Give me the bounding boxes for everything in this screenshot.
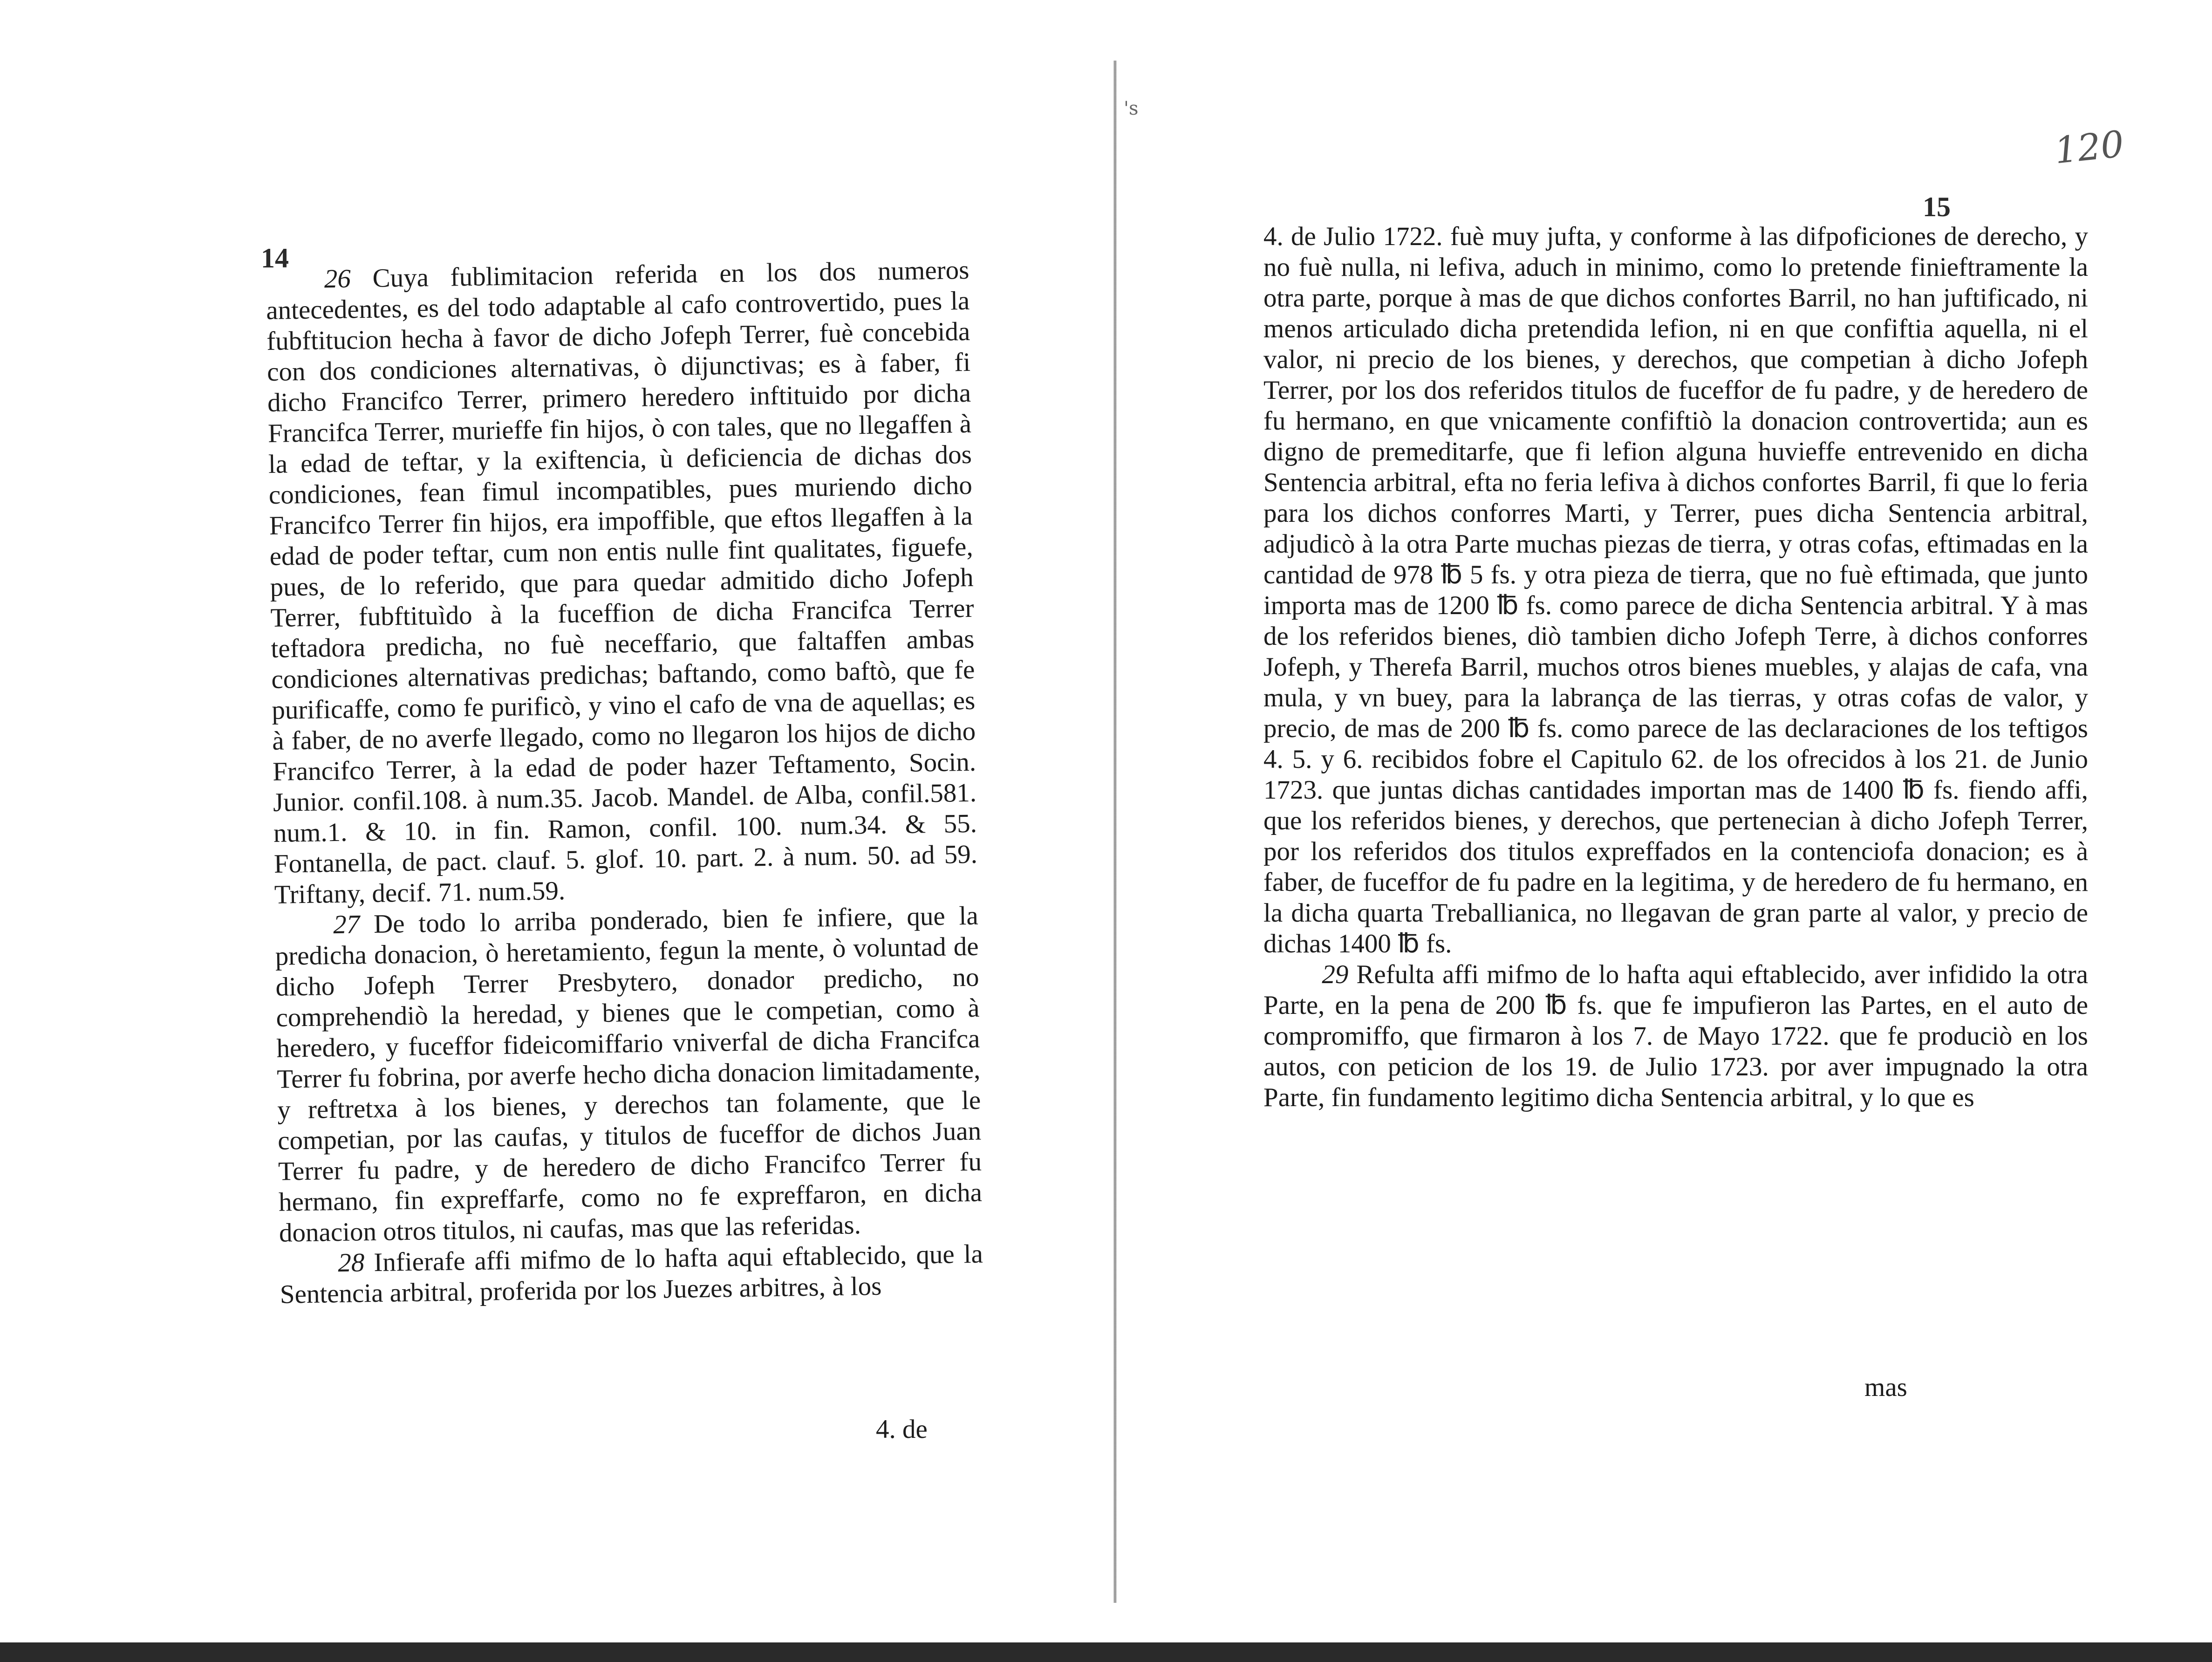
- paragraph-number: 26: [324, 264, 351, 294]
- paragraph-28: [279, 1239, 983, 1310]
- paragraph-29: [1263, 959, 2088, 1113]
- book-gutter: [1113, 61, 1117, 1603]
- right-page-number: 15: [1923, 192, 1951, 222]
- paragraph-number: 28: [337, 1248, 365, 1278]
- right-catchword: mas: [1864, 1373, 1907, 1402]
- paragraph-text: Cuya fublimitacion referida en los dos numeros antecedentes, es del todo adaptable al cafo controvertido, pues la fubftitucion hecha à favor de dicho Jofeph Terrer, fuè concebida con dos condiciones alternativas, ò dijunctivas; es à faber, fi dicho Francifco Terrer, primero heredero inftituido por dicha Francifca Terrer, murieffe fin hijos, ò con tales, que no llegaffen à la edad de teftar, y la exiftencia, ù deficiencia de dichas dos condiciones, fean fimul incompatibles, pues muriendo dicho Francifco Terrer fin hijos, era impoffible, que eftos llegaffen à la edad de poder teftar, cum non entis nulle fint qualitates, figuefe, pues, de lo referido, que para quedar admitido dicho Jofeph Terrer, fubftituìdo à la fuceffion de dicha Francifca Terrer teftadora predicha, no fuè neceffario, que faltaffen ambas condiciones alternativas predichas; baftando, como baftò, que fe purificaffe, como fe purificò, y vino el cafo de vna de aquellas; es à faber, de no averfe llegado, como no llegaron los hijos de dicho Francifco Terrer, à la edad de poder hazer Teftamento, Socin. Junior. confil.108. à num.35. Jacob. Mandel. de Alba, confil.581. num.1. & 10. in fin. Ramon, confil. 100. num.34. & 55. Fontanella, de pact. clauf. 5. glof. 10. part. 2. à num. 50. ad 59. Triftany, decif. 71. num.59.: [266, 255, 978, 910]
- paragraph-number: 29: [1322, 960, 1349, 989]
- right-page-text: [1263, 221, 2088, 1113]
- scan-edge: [0, 1642, 2212, 1662]
- paragraph-text: 4. de Julio 1722. fuè muy jufta, y conforme à las difpoficiones de derecho, y no fuè nulla, ni lefiva, aduch in minimo, como lo pretende finieftramente la otra parte, porque à mas de que dichos confortes Barril, no han juftificado, ni menos articulado dicha pretendida lefion, ni en que confiftia aquella, ni el valor, ni precio de los bienes, y derechos, que competian à dicho Jofeph Terrer, por los dos referidos titulos de fuceffor de fu padre, y de heredero de fu hermano, en que vnicamente confiftiò la donacion controvertida; aun es digno de premeditarfe, que fi lefion alguna huvieffe entrevenido en dicha Sentencia arbitral, efta no feria lefiva à dichos confortes Barril, fi que lo feria para los dichos conforres Marti, y Terrer, pues dicha Sentencia arbitral, adjudicò à la otra Parte muchas piezas de tierra, y otras cofas, eftimadas en la cantidad de 978 ℔ 5 fs. y otra pieza de tierra, que no fuè eftimada, que junto importa mas de 1200 ℔ fs. como parece de dicha Sentencia arbitral. Y à mas de los referidos bienes, diò tambien dicho Jofeph Terre, à dichos conforres Jofeph, y Therefa Barril, muchos otros bienes muebles, y alajas de cafa, vna mula, y vn buey, para la labrança de las tierras, y otras cofas de valor, y precio, de mas de 200 ℔ fs. como parece de las declaraciones de los teftigos 4. 5. y 6. recibidos fobre el Capitulo 62. de los ofrecidos à los 21. de Junio 1723. que juntas dichas cantidades importan mas de 1400 ℔ fs. fiendo affi, que los referidos bienes, y derechos, que pertenecian à dicho Jofeph Terrer, por los referidos dos titulos expreffados en la contenciofa donacion; es à faber, de fuceffor de fu padre en la legitima, y de heredero de fu hermano, en la dicha quarta Treballianica, no llegavan de gran parte al valor, y precio de dichas 1400 ℔ fs.: [1263, 222, 2088, 958]
- left-page-number: 14: [261, 243, 289, 274]
- paragraph-number: 27: [333, 910, 360, 940]
- gutter-mark: 's: [1124, 98, 1139, 119]
- paragraph-26: [266, 255, 978, 910]
- folio-number: 120: [2052, 123, 2126, 172]
- left-page-text: [266, 255, 983, 1310]
- paragraph-27: [274, 901, 983, 1249]
- paragraph-text: De todo lo arriba ponderado, bien fe infiere, que la predicha donacion, ò heretamiento, fegun la mente, ò voluntad de dicho Jofeph Terrer Presbytero, donador predicho, no comprehendiò la heredad, y bienes que le competian, como à heredero, y fuceffor fideicomiffario vniverfal de dicha Francifca Terrer fu fobrina, por averfe hecho dicha donacion limitadamente, y reftretxa à los bienes, y derechos tan folamente, que le competian, por las caufas, y titulos de fuceffor de dichos Juan Terrer fu padre, y de heredero de dicho Francifco Terrer fu hermano, fin expreffarfe, como no fe expreffaron, en dicha donacion otros titulos, ni caufas, mas que las referidas.: [275, 901, 983, 1248]
- right-page: [1117, 0, 2212, 1631]
- paragraph-continued: [1263, 221, 2088, 959]
- left-catchword: 4. de: [876, 1415, 928, 1444]
- paragraph-text: Infierafe affi mifmo de lo hafta aqui eftablecido, que la Sentencia arbitral, proferida por los Juezes arbitres, à los: [280, 1239, 983, 1309]
- paragraph-text: Refulta affi mifmo de lo hafta aqui eftablecido, aver infidido la otra Parte, en la pena de 200 ℔ fs. que fe impufieron las Partes, en el auto de compromiffo, que firmaron à los 7. de Mayo 1722. que fe produciò en los autos, con peticion de los 19. de Julio 1723. por aver impugnado la otra Parte, fin fundamento legitimo dicha Sentencia arbitral, y lo que es: [1263, 960, 2089, 1112]
- left-page: [0, 0, 1113, 1631]
